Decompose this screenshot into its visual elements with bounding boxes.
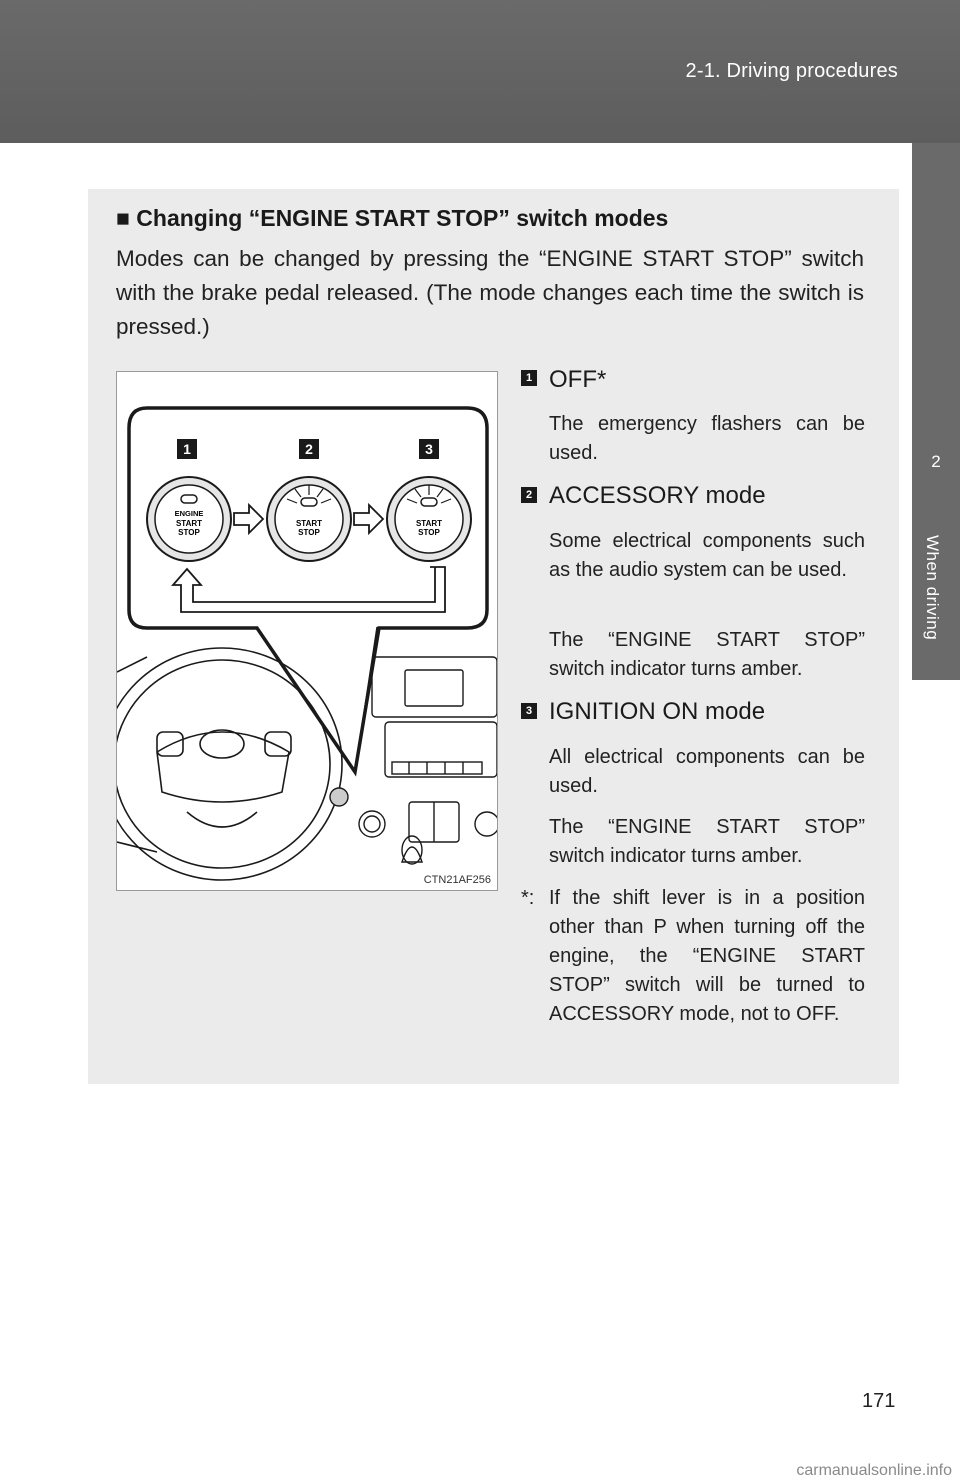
fig-marker-2-text: 2 [305, 441, 313, 457]
item-marker-1: 1 [521, 370, 537, 386]
fig-marker-3-text: 3 [425, 441, 433, 457]
footnote-text: If the shift lever is in a position other than P when turning off the engine, the “ENGINE START STOP” switch will be turned to ACCESSORY mode, not to OFF. [549, 887, 865, 1025]
item-marker-3: 3 [521, 703, 537, 719]
chapter-tab-upper [912, 143, 960, 413]
item-text-ignition-2: The “ENGINE START STOP” switch indicator turns amber. [549, 816, 865, 867]
heading-square-icon: ■ [116, 205, 130, 231]
heading-text: Changing “ENGINE START STOP” switch modes [136, 205, 669, 231]
chapter-number: 2 [931, 452, 941, 471]
item-text-accessory-1: Some electrical components such as the audio system can be used. [549, 530, 865, 581]
section-title: 2-1. Driving procedures [685, 60, 898, 82]
start-button-off [147, 477, 231, 561]
item-title-accessory: ACCESSORY mode [549, 482, 766, 509]
item-text-ignition-1: All electrical components can be used. [549, 746, 865, 797]
btn2-label-2: START [295, 519, 323, 528]
fig-marker-1-text: 1 [183, 441, 191, 457]
item-marker-2: 2 [521, 487, 537, 503]
btn3-label-2: START [415, 519, 443, 528]
figure-code: CTN21AF256 [423, 874, 491, 886]
btn3-label-3: STOP [418, 528, 440, 537]
page-number: 171 [862, 1390, 896, 1412]
item-title-ignition-on: IGNITION ON mode [549, 698, 766, 725]
intro-paragraph: Modes can be changed by pressing the “ENGINE START STOP” switch with the brake pedal released. (The mode changes each time the switch is pressed.) [116, 246, 864, 339]
btn1-label-3: STOP [178, 528, 200, 537]
btn1-label-1: ENGINE [174, 509, 204, 518]
item-text-accessory-2: The “ENGINE START STOP” switch indicator turns amber. [549, 629, 865, 680]
steering-wheel-drawing [117, 648, 342, 880]
start-button-accessory [267, 477, 351, 561]
footnote-mark: *: [521, 887, 535, 909]
start-button-ignition-on [387, 477, 471, 561]
switch-illustration [116, 371, 498, 891]
item-text-off: The emergency flashers can be used. [549, 413, 865, 464]
item-title-off: OFF* [549, 366, 607, 393]
btn2-label-3: STOP [298, 528, 320, 537]
watermark: carmanualsonline.info [796, 1462, 952, 1479]
btn1-label-2: START [175, 519, 203, 528]
box-heading [116, 205, 668, 232]
chapter-label: When driving [923, 535, 942, 641]
dashboard-drawing [117, 372, 497, 890]
